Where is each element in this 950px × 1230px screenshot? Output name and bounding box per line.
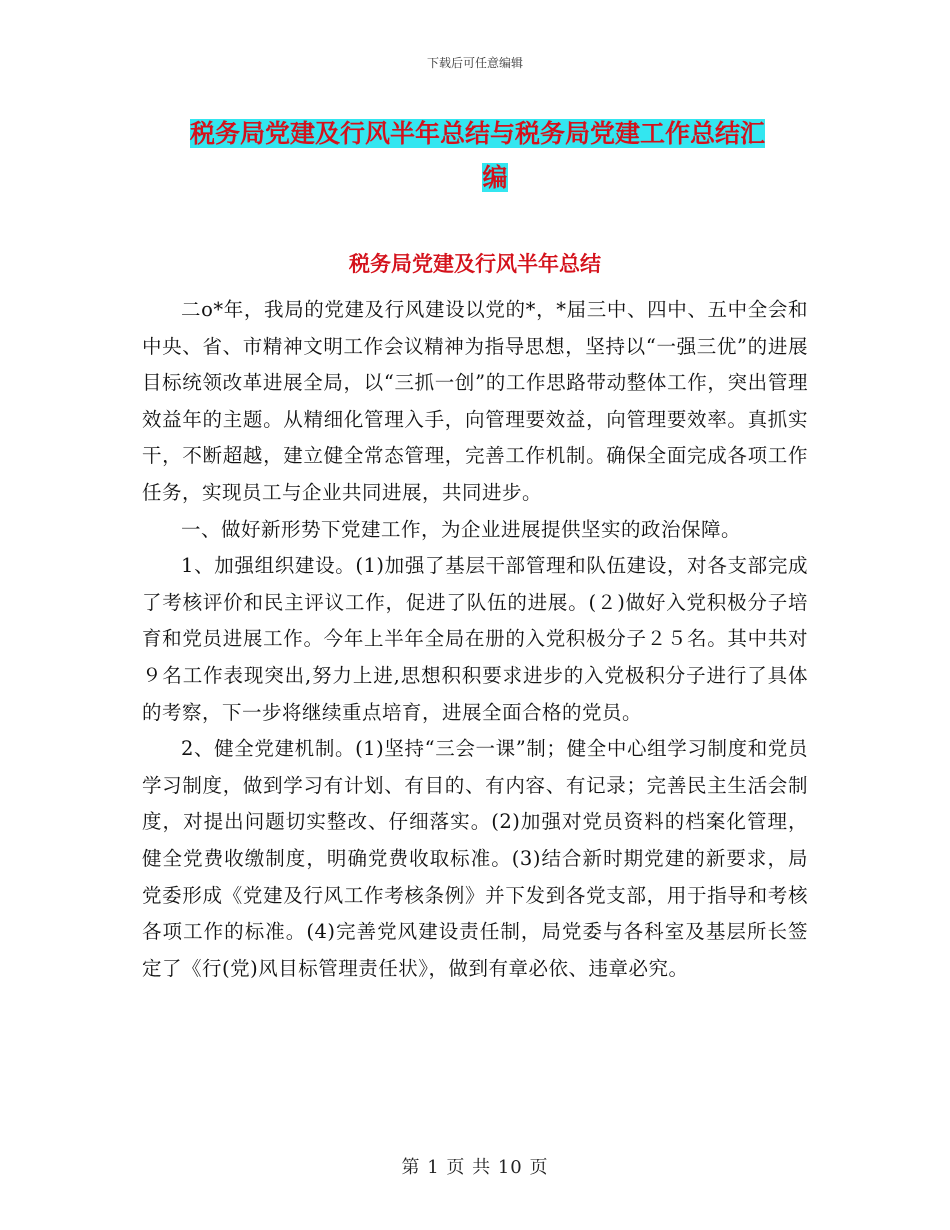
page-header-note: 下载后可任意编辑	[426, 56, 523, 70]
paragraph-heading-1: 一、做好新形势下党建工作，为企业进展提供坚实的政治保障。	[181, 517, 742, 541]
page-number-footer: 第 1 页 共 10 页	[401, 1157, 549, 1178]
paragraph-mechanism: 2、健全党建机制。(1)坚持“三会一课”制；健全中心组学习制度和党员学习制度，做到学习有计划、有目的、有内容、有记录；完善民主生活会制度，对提出问题切实整改、仔细落实。(2)加强对党员资料的档案化管理，健全党费收缴制度，明确党费收取标准。(3)结合新时期党建的新要求，局党委形成《党建及行风工作考核条例》并下发到各党支部，用于指导和考核各项工作的标准。(4)完善党风建设责任制，局党委与各科室及基层所长签定了《行(党)风目标管理责任状》，做到有章必依、违章必究。	[142, 737, 808, 980]
document-title	[190, 112, 810, 200]
paragraph-intro: 二o*年，我局的党建及行风建设以党的*，*届三中、四中、五中全会和中央、省、市精神文明工作会议精神为指导思想，坚持以“一强三优”的进展目标统领改革进展全局，以“三抓一创”的工作思路带动整体工作，突出管理效益年的主题。从精细化管理入手，向管理要效益，向管理要效率。真抓实干，不断超越，建立健全常态管理，完善工作机制。确保全面完成各项工作任务，实现员工与企业共同进展，共同进步。	[142, 298, 808, 504]
paragraph-organization: 1、加强组织建设。(1)加强了基层干部管理和队伍建设，对各支部完成了考核评价和民主评议工作，促进了队伍的进展。(２)做好入党积极分子培育和党员进展工作。今年上半年全局在册的入党积极分子２５名。其中共对９名工作表现突出,努力上进,思想积积要求进步的入党极积分子进行了具体的考察，下一步将继续重点培育，进展全面合格的党员。	[142, 554, 808, 724]
document-body	[142, 292, 808, 987]
document-title-line-1: 税务局党建及行风半年总结与税务局党建工作总结汇	[190, 119, 766, 148]
section-title: 税务局党建及行风半年总结	[349, 252, 601, 276]
document-title-line-2: 编	[482, 163, 508, 192]
